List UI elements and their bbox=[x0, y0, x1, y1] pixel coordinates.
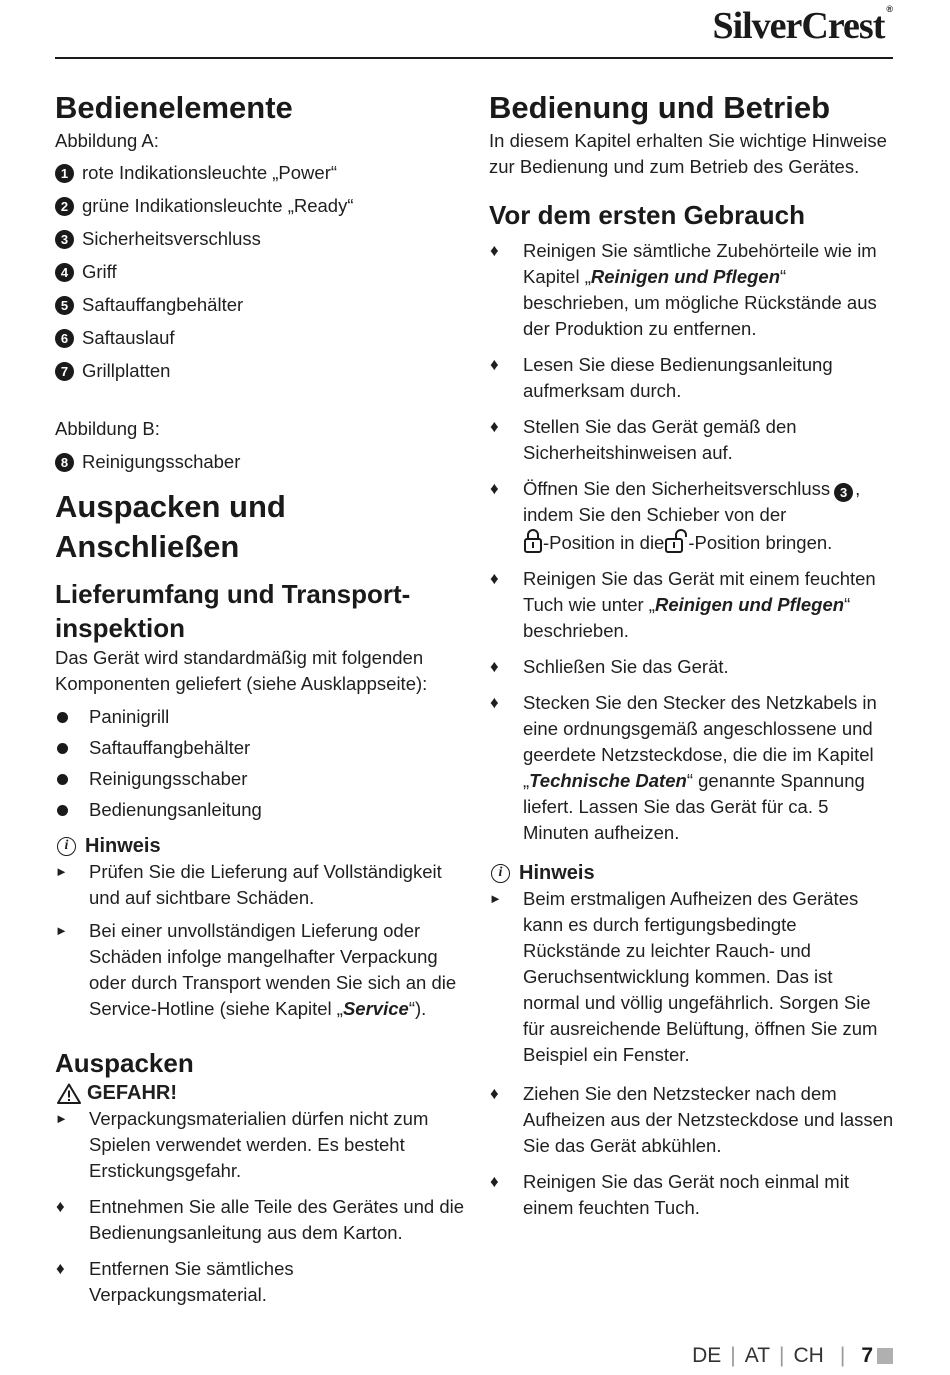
list-item-text: Reinigen Sie das Gerät mit einem feuchten Tuch wie unter „ bbox=[523, 568, 876, 615]
list-item bbox=[489, 566, 894, 644]
list-item-text: rote Indikationsleuchte „Power“ bbox=[82, 162, 338, 183]
list-item bbox=[489, 238, 894, 342]
list-item-text: grüne Indikationsleuchte „Ready“ bbox=[82, 195, 354, 216]
bullet-icon bbox=[57, 712, 68, 723]
list-item bbox=[55, 1106, 465, 1184]
section-title-auspacken-anschliessen bbox=[55, 487, 465, 567]
number-badge: 5 bbox=[55, 296, 74, 315]
info-icon: i bbox=[57, 837, 76, 856]
registered-mark: ® bbox=[886, 4, 892, 14]
list-item-text: Stecken Sie den Stecker des Netzkabels in eine ordnungsgemäß angeschlossene und geerdete Netzsteckdose, die die im Kapitel „ bbox=[523, 692, 877, 791]
figure-a-label: Abbildung A: bbox=[55, 130, 159, 151]
info-icon: i bbox=[491, 864, 510, 883]
list-item-text: Bei einer unvollständigen Lieferung oder Schäden infolge mangelhafter Verpackung oder durch Transport wenden Sie sich an die Service-Hotline (siehe Kapitel „ bbox=[89, 920, 457, 1019]
page-number: 7 bbox=[861, 1344, 873, 1367]
list-item bbox=[55, 1194, 465, 1246]
list-item bbox=[55, 325, 465, 351]
list-item-text: Bedienungsanleitung bbox=[89, 799, 262, 820]
danger-title: GEFAHR! bbox=[87, 1082, 177, 1104]
list-item-text: Saftauslauf bbox=[82, 327, 175, 348]
list-item bbox=[489, 352, 894, 404]
list-item bbox=[55, 449, 465, 475]
list-item-text: Reinigen Sie das Gerät noch einmal mit einem feuchten Tuch. bbox=[523, 1171, 849, 1218]
subsection-title-erster-gebrauch: Vor dem ersten Gebrauch bbox=[489, 200, 805, 230]
number-badge: 6 bbox=[55, 329, 74, 348]
bullet-icon bbox=[57, 774, 68, 785]
warning-icon bbox=[57, 1083, 81, 1104]
chapter-reference: Technische Daten bbox=[529, 770, 687, 791]
number-badge: 4 bbox=[55, 263, 74, 282]
language-code: AT bbox=[744, 1344, 771, 1367]
list-item-text: Beim erstmaligen Aufheizen des Gerätes kann es durch fertigungsbedingte Rückstände zu leichter Rauch- und Geruchsentwicklung kommen. Das ist normal und völlig ungefährlich. Sorgen Sie für ausreichende Belüftung, öffnen Sie zum Beispiel ein Fenster. bbox=[523, 888, 878, 1065]
list-item-text: Saftauffangbehälter bbox=[89, 737, 251, 758]
list-item-text: “ beschrieben, um mögliche Rückstände aus der Produktion zu entfernen. bbox=[523, 266, 877, 339]
list-item-text: “ beschrieben. bbox=[523, 594, 851, 641]
note-heading bbox=[489, 860, 894, 886]
list-item bbox=[489, 476, 894, 556]
list-item bbox=[55, 766, 465, 792]
note-list bbox=[55, 859, 465, 1022]
list-item-text: Stellen Sie das Gerät gemäß den Sicherheitshinweisen auf. bbox=[523, 416, 797, 463]
list-item-text: Öffnen Sie den Sicherheitsverschluss bbox=[523, 478, 831, 499]
diamond-bullet-icon: ♦ bbox=[490, 1172, 499, 1191]
right-column bbox=[489, 88, 894, 1221]
subsection-title-auspacken: Auspacken bbox=[55, 1048, 194, 1078]
language-code: DE bbox=[692, 1344, 722, 1367]
list-item-text: Schließen Sie das Gerät. bbox=[523, 656, 729, 677]
list-item bbox=[55, 918, 465, 1022]
list-item-text: “). bbox=[408, 998, 427, 1019]
triangle-bullet-icon: ► bbox=[55, 923, 68, 938]
list-item-text: Entfernen Sie sämtliches Verpackungsmaterial. bbox=[89, 1258, 294, 1305]
danger-list bbox=[55, 1106, 465, 1184]
title-line: Auspacken und bbox=[55, 489, 286, 524]
list-item bbox=[55, 259, 465, 285]
page-marker-square bbox=[877, 1348, 893, 1364]
list-item bbox=[55, 859, 465, 911]
title-line: inspektion bbox=[55, 613, 186, 643]
triangle-bullet-icon: ► bbox=[489, 891, 502, 906]
first-use-steps bbox=[489, 238, 894, 846]
list-item bbox=[55, 193, 465, 219]
list-item-text: , indem Sie den Schieber von der bbox=[523, 478, 861, 525]
danger-heading bbox=[55, 1080, 465, 1106]
header-divider bbox=[55, 57, 893, 59]
separator: | bbox=[730, 1344, 736, 1367]
diamond-bullet-icon: ♦ bbox=[490, 693, 499, 712]
number-badge: 8 bbox=[55, 453, 74, 472]
brand-logo: SilverCrest ® bbox=[712, 4, 892, 47]
diamond-bullet-icon: ♦ bbox=[490, 479, 499, 498]
note-title: Hinweis bbox=[85, 835, 161, 857]
lock-open-icon bbox=[664, 528, 688, 554]
lieferumfang-intro: Das Gerät wird standardmäßig mit folgenden Komponenten geliefert (siehe Ausklappseite): bbox=[55, 647, 428, 694]
diamond-bullet-icon: ♦ bbox=[56, 1197, 65, 1216]
list-item bbox=[55, 704, 465, 730]
page-footer bbox=[692, 1344, 893, 1368]
list-item-text: Prüfen Sie die Lieferung auf Vollständigkeit und auf sichtbare Schäden. bbox=[89, 861, 442, 908]
number-badge: 3 bbox=[834, 483, 853, 502]
list-item-text: Reinigungsschaber bbox=[89, 768, 248, 789]
figure-a-list bbox=[55, 160, 465, 384]
list-item bbox=[55, 797, 465, 823]
list-item-text: Reinigungsschaber bbox=[82, 451, 241, 472]
title-line: Lieferumfang und Transport- bbox=[55, 579, 411, 609]
list-item-text: Sicherheitsverschluss bbox=[82, 228, 261, 249]
list-item bbox=[489, 886, 894, 1068]
diamond-bullet-icon: ♦ bbox=[490, 1084, 499, 1103]
diamond-bullet-icon: ♦ bbox=[490, 355, 499, 374]
separator: | bbox=[839, 1344, 846, 1367]
title-line: Anschließen bbox=[55, 529, 240, 564]
note-heading bbox=[55, 833, 465, 859]
list-item-text: -Position bringen. bbox=[688, 532, 833, 553]
bullet-icon bbox=[57, 743, 68, 754]
number-badge: 2 bbox=[55, 197, 74, 216]
figure-b-label: Abbildung B: bbox=[55, 418, 160, 439]
note-title: Hinweis bbox=[519, 862, 595, 884]
number-badge: 7 bbox=[55, 362, 74, 381]
diamond-bullet-icon: ♦ bbox=[56, 1259, 65, 1278]
bedienung-intro: In diesem Kapitel erhalten Sie wichtige Hinweise zur Bedienung und zum Betrieb des Gerätes. bbox=[489, 130, 887, 177]
list-item bbox=[489, 414, 894, 466]
diamond-bullet-icon: ♦ bbox=[490, 569, 499, 588]
list-item-text: Paninigrill bbox=[89, 706, 170, 727]
list-item-text: Ziehen Sie den Netzstecker nach dem Aufheizen aus der Netzsteckdose und lassen Sie das Gerät abkühlen. bbox=[523, 1083, 894, 1156]
separator: | bbox=[779, 1344, 785, 1367]
list-item-text: Grillplatten bbox=[82, 360, 171, 381]
list-item bbox=[489, 690, 894, 846]
unpack-steps bbox=[55, 1194, 465, 1308]
chapter-reference: Service bbox=[342, 998, 409, 1019]
diamond-bullet-icon: ♦ bbox=[490, 657, 499, 676]
after-heat-steps bbox=[489, 1081, 894, 1221]
list-item-text: Griff bbox=[82, 261, 117, 282]
number-badge: 1 bbox=[55, 164, 74, 183]
list-item-text: Reinigen Sie sämtliche Zubehörteile wie im Kapitel „ bbox=[523, 240, 877, 287]
list-item-text: Lesen Sie diese Bedienungsanleitung aufmerksam durch. bbox=[523, 354, 833, 401]
list-item-text: -Position in die bbox=[543, 532, 665, 553]
contents-list bbox=[55, 704, 465, 823]
chapter-reference: Reinigen und Pflegen bbox=[654, 594, 845, 615]
chapter-reference: Reinigen und Pflegen bbox=[590, 266, 780, 287]
section-title-bedienelemente: Bedienelemente bbox=[55, 90, 293, 125]
list-item bbox=[55, 358, 465, 384]
note-list bbox=[489, 886, 894, 1068]
lock-closed-icon bbox=[523, 528, 543, 554]
section-title-bedienung: Bedienung und Betrieb bbox=[489, 90, 830, 125]
list-item-text: “ genannte Spannung liefert. Lassen Sie das Gerät für ca. 5 Minuten aufheizen. bbox=[523, 770, 865, 843]
list-item bbox=[489, 1169, 894, 1221]
list-item bbox=[489, 1081, 894, 1159]
triangle-bullet-icon: ► bbox=[55, 864, 68, 879]
language-code: CH bbox=[793, 1344, 824, 1367]
bullet-icon bbox=[57, 805, 68, 816]
list-item-text: Saftauffangbehälter bbox=[82, 294, 244, 315]
diamond-bullet-icon: ♦ bbox=[490, 417, 499, 436]
list-item-text: Verpackungsmaterialien dürfen nicht zum Spielen verwendet werden. Es besteht Erstickungsgefahr. bbox=[89, 1108, 429, 1181]
list-item bbox=[55, 1256, 465, 1308]
list-item-text: Entnehmen Sie alle Teile des Gerätes und die Bedienungsanleitung aus dem Karton. bbox=[89, 1196, 465, 1243]
number-badge: 3 bbox=[55, 230, 74, 249]
left-column bbox=[55, 88, 465, 1308]
list-item bbox=[55, 226, 465, 252]
list-item bbox=[55, 292, 465, 318]
list-item bbox=[55, 160, 465, 186]
diamond-bullet-icon: ♦ bbox=[490, 241, 499, 260]
subsection-title-lieferumfang bbox=[55, 577, 465, 645]
list-item bbox=[55, 735, 465, 761]
list-item bbox=[489, 654, 894, 680]
triangle-bullet-icon: ► bbox=[55, 1111, 68, 1126]
